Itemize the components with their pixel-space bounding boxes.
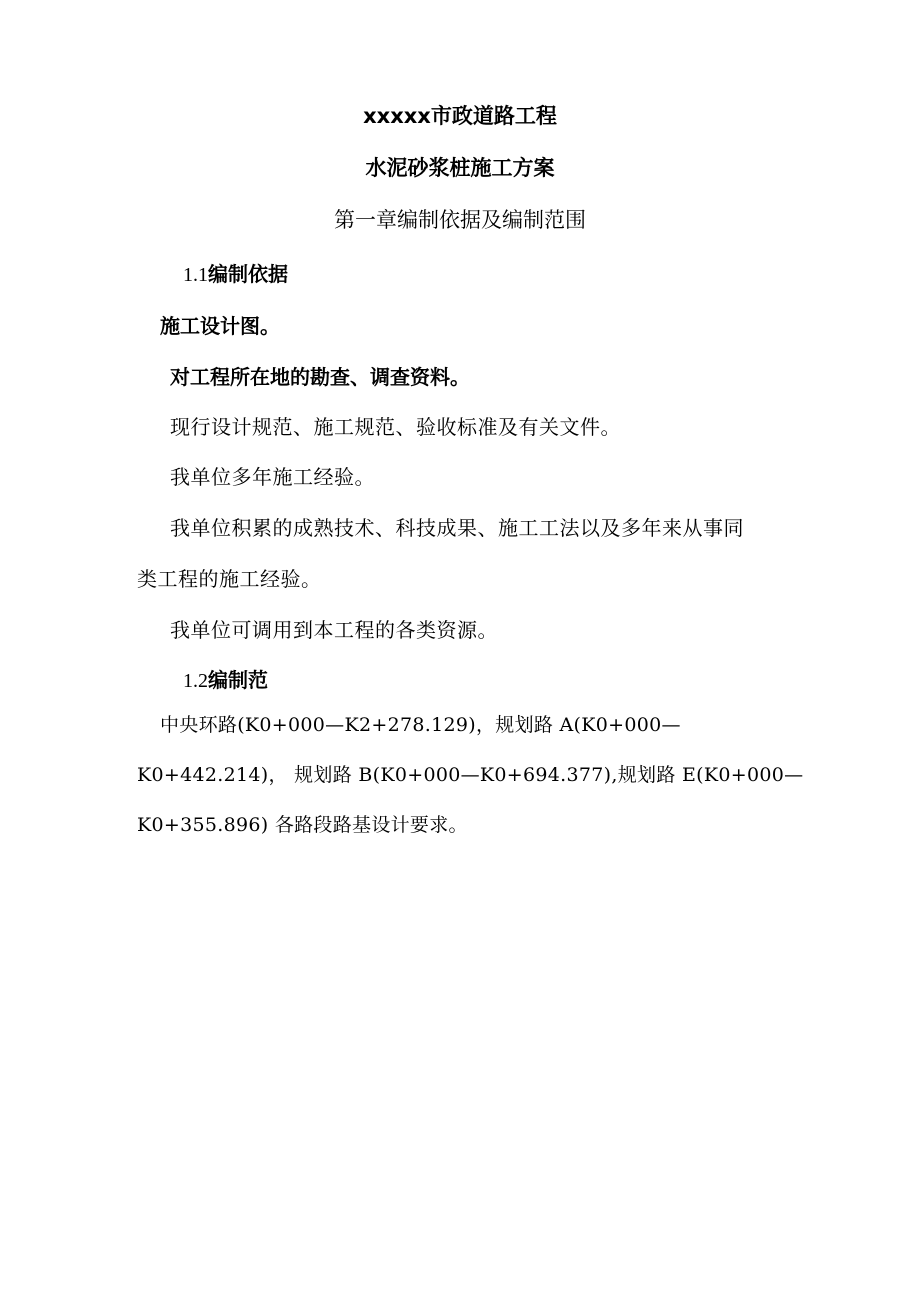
scope-line-1: 中央环路(K0+000—K2+278.129)，规划路 A(K0+000—: [160, 714, 681, 736]
section-heading-1-1: [183, 264, 288, 285]
basis-item-resources: 我单位可调用到本工程的各类资源。: [170, 618, 498, 642]
basis-item-design-drawings: 施工设计图。: [160, 314, 280, 338]
basis-item-standards: 现行设计规范、施工规范、验收标准及有关文件。: [170, 415, 621, 439]
scope-line-2: K0+442.214)， 规划路 B(K0+000—K0+694.377),规划路 E(K0+000—: [137, 764, 804, 786]
basis-item-technology-line1: 我单位积累的成熟技术、科技成果、施工工法以及多年来从事同: [170, 516, 744, 540]
section-number: 1.2: [183, 670, 208, 692]
basis-item-technology-line2: 类工程的施工经验。: [137, 567, 322, 591]
document-title: xxxxx市政道路工程: [363, 104, 557, 128]
basis-item-survey-data: 对工程所在地的勘查、调查资料。: [170, 365, 470, 389]
scope-line-3: K0+355.896) 各路段路基设计要求。: [137, 814, 468, 836]
chapter-heading: 第一章编制依据及编制范围: [334, 208, 586, 232]
basis-item-experience: 我单位多年施工经验。: [170, 465, 375, 489]
section-heading-1-2: [183, 670, 268, 691]
section-title: 编制范: [208, 668, 268, 692]
section-title: 编制依据: [208, 262, 288, 286]
document-subtitle: 水泥砂浆桩施工方案: [365, 156, 555, 180]
section-number: 1.1: [183, 264, 208, 286]
